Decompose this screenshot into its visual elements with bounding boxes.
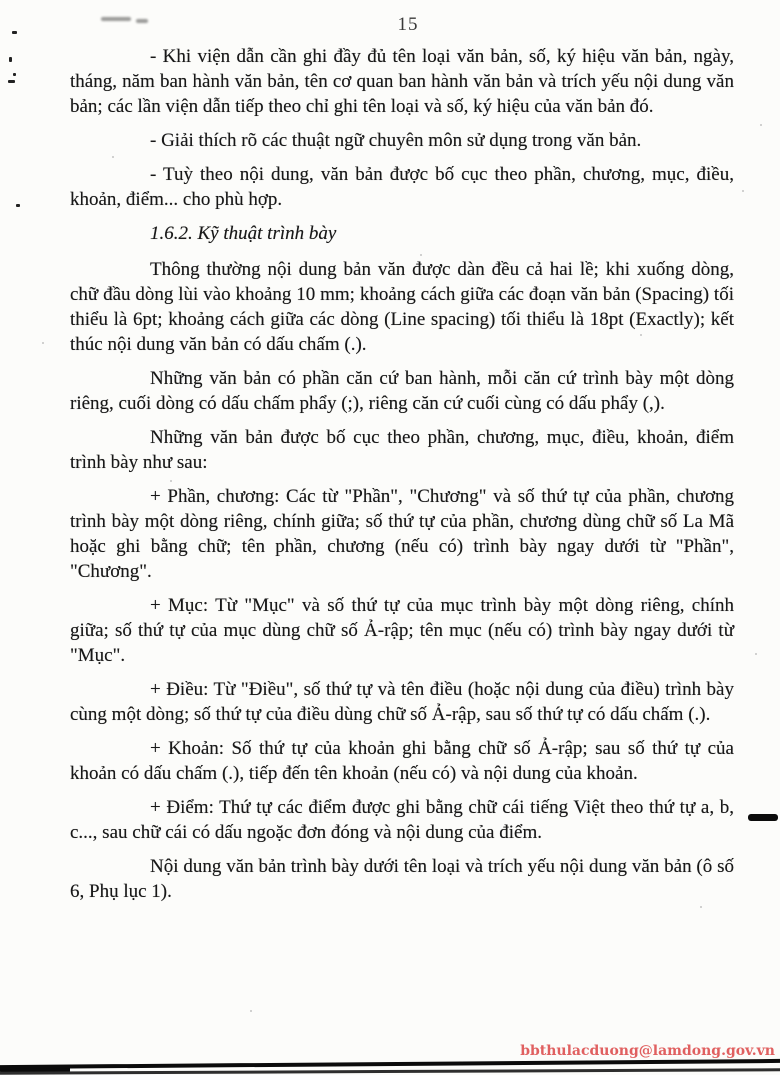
scan-speck: [42, 342, 44, 344]
document-body: [70, 44, 734, 913]
watermark-email: bbthulacduong@lamdong.gov.vn: [520, 1043, 775, 1059]
paragraph: + Phần, chương: Các từ "Phần", "Chương" và số thứ tự của phần, chương trình bày một dòng riêng, chính giữa; số thứ tự của phần, chương dùng chữ số La Mã hoặc ghi bằng chữ; tên phần, chương (nếu có) trình bày ngay dưới từ "Phần", "Chương".: [70, 486, 734, 582]
smudge-mark: [136, 19, 148, 23]
paragraph: - Giải thích rõ các thuật ngữ chuyên môn sử dụng trong văn bản.: [150, 130, 642, 151]
scan-speck: [760, 124, 762, 126]
paragraph: + Khoản: Số thứ tự của khoản ghi bằng chữ số Ả-rập; sau số thứ tự của khoản có dấu chấm (.), tiếp đến tên khoản (nếu có) và nội dung của khoản.: [70, 738, 734, 784]
scan-speck: [755, 653, 757, 655]
paragraph: + Điều: Từ "Điều", số thứ tự và tên điều (hoặc nội dung của điều) trình bày cùng một dòng; số thứ tự của điều dùng chữ số Ả-rập, sau số thứ tự có dấu chấm (.).: [70, 679, 734, 725]
scan-speck: [700, 906, 702, 908]
scan-speck: [170, 480, 172, 482]
paragraph: + Mục: Từ "Mục" và số thứ tự của mục trình bày một dòng riêng, chính giữa; số thứ tự của mục dùng chữ số Ả-rập; tên mục (nếu có) trình bày ngay dưới từ "Mục".: [70, 595, 734, 666]
scan-speck: [742, 190, 744, 192]
scan-speck: [250, 1010, 252, 1012]
section-heading: 1.6.2. Kỹ thuật trình bày: [150, 223, 337, 244]
paragraph: - Khi viện dẫn cần ghi đầy đủ tên loại văn bản, số, ký hiệu văn bản, ngày, tháng, năm ban hành văn bản, tên cơ quan ban hành văn bản và trích yếu nội dung văn bản; các lần viện dẫn tiếp theo chỉ ghi tên loại và số, ký hiệu của văn bản đó.: [70, 46, 734, 117]
page-number: 15: [397, 14, 419, 35]
scan-speck: [112, 156, 114, 158]
paragraph: Những văn bản có phần căn cứ ban hành, mỗi căn cứ trình bày một dòng riêng, cuối dòng có dấu chấm phẩy (;), riêng căn cứ cuối cùng có dấu phẩy (,).: [70, 368, 734, 414]
scan-speck: [420, 254, 422, 256]
edge-mark: [8, 80, 15, 83]
paragraph: Nội dung văn bản trình bày dưới tên loại và trích yếu nội dung văn bản (ô số 6, Phụ lục 1).: [70, 856, 734, 902]
edge-mark: [9, 57, 12, 62]
scan-speck: [640, 334, 642, 336]
edge-mark: [16, 204, 20, 207]
edge-mark: [12, 31, 17, 34]
edge-mark: [13, 73, 16, 76]
paragraph: Thông thường nội dung bản văn được dàn đều cả hai lề; khi xuống dòng, chữ đầu dòng lùi vào khoảng 10 mm; khoảng cách giữa các đoạn văn bản (Spacing) tối thiểu là 6pt; khoảng cách giữa các dòng (Line spacing) tối thiểu là 18pt (Exactly); kết thúc nội dung văn bản có dấu chấm (.).: [70, 259, 734, 355]
paragraph: + Điểm: Thứ tự các điểm được ghi bằng chữ cái tiếng Việt theo thứ tự a, b, c..., sau chữ cái có dấu ngoặc đơn đóng và nội dung của điểm.: [70, 797, 734, 843]
paragraph: - Tuỳ theo nội dung, văn bản được bố cục theo phần, chương, mục, điều, khoản, điểm... cho phù hợp.: [70, 164, 734, 210]
paragraph: Những văn bản được bố cục theo phần, chương, mục, điều, khoản, điểm trình bày như sau:: [70, 427, 734, 473]
edge-mark: [748, 814, 778, 821]
scan-edge-line: [0, 1059, 780, 1069]
smudge-mark: [101, 17, 131, 21]
scan-edge-line: [0, 1068, 780, 1074]
